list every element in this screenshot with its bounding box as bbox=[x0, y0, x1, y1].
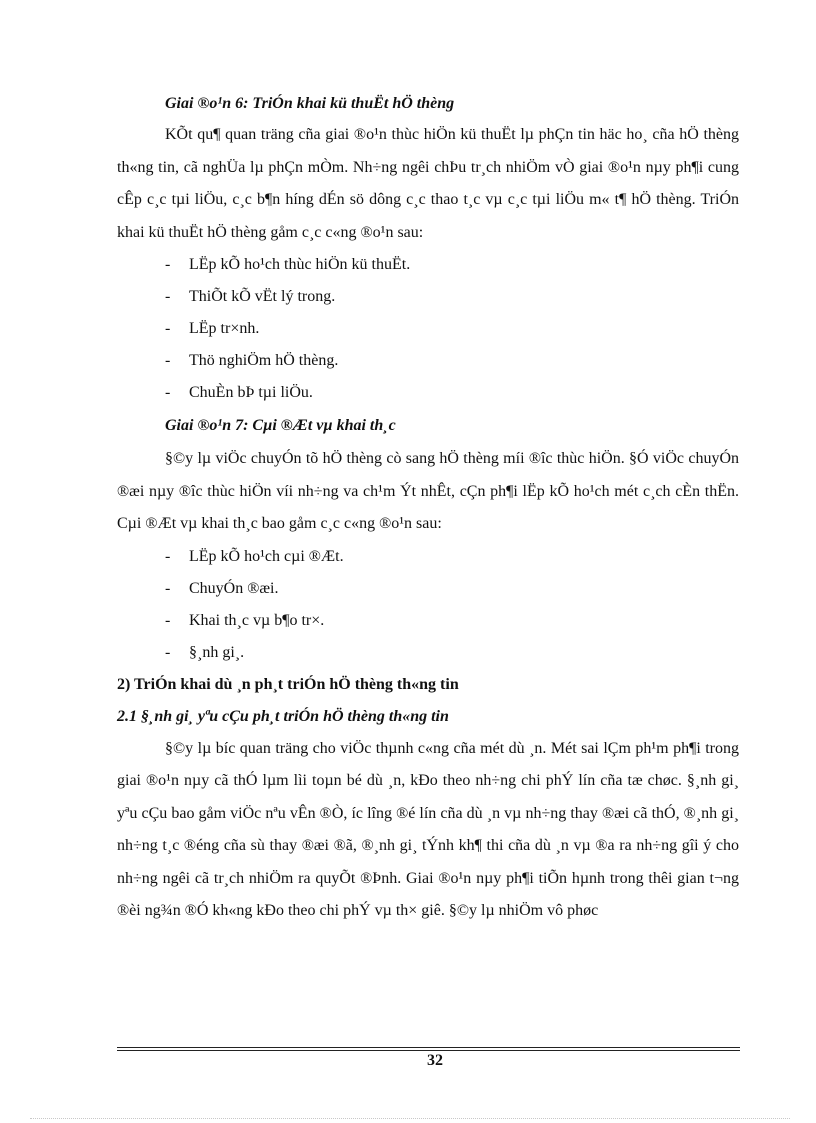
phase-6-paragraph: KÕt qu¶ quan träng cña giai ®o¹n thùc hiÖn kü thuËt lµ phÇn tin häc ho¸ cña hÖ thèng th«ng tin, cã nghÜa lµ phÇn mÒm. Nh÷ng ngêi chÞu tr¸ch nhiÖm vÒ giai ®o¹n nµy ph¶i cung cÊp c¸c tµi liÖu, c¸c b¶n híng dÉn sö dông c¸c thao t¸c vµ c¸c tµi liÖu m« t¶ hÖ thèng. TriÓn khai kü thuËt hÖ thèng gåm c¸c c«ng ®o¹n sau: bbox=[117, 126, 739, 241]
footer-divider bbox=[117, 1047, 740, 1048]
list-item: - ChuyÓn ®æi. bbox=[165, 579, 279, 597]
page-number: 32 bbox=[427, 1052, 443, 1069]
section-2-heading: 2) TriÓn khai dù ¸n ph¸t triÓn hÖ thèng th«ng tin bbox=[117, 675, 459, 693]
section-2-1-heading: 2.1 §¸nh gi¸ yªu cÇu ph¸t triÓn hÖ thèng th«ng tin bbox=[117, 707, 449, 725]
list-item: - ChuÈn bÞ tµi liÖu. bbox=[165, 384, 313, 401]
list-item: - ThiÕt kÕ vËt lý trong. bbox=[165, 288, 336, 305]
list-item: - LËp tr×nh. bbox=[165, 320, 260, 337]
phase-7-steps-list bbox=[117, 541, 739, 669]
list-item: - Khai th¸c vµ b¶o tr×. bbox=[165, 611, 325, 629]
list-item: - Thö nghiÖm hÖ thèng. bbox=[165, 352, 339, 369]
list-item: - §¸nh gi¸. bbox=[165, 643, 245, 661]
list-item: - LËp kÕ ho¹ch cµi ®Æt. bbox=[165, 547, 344, 565]
page-content bbox=[117, 92, 739, 928]
page-edge-divider bbox=[30, 1118, 790, 1119]
section-2-1-paragraph: §©y lµ bíc quan träng cho viÖc thµnh c«ng cña mét dù ¸n. Mét sai lÇm ph¹m ph¶i trong giai ®o¹n nµy cã thÓ lµm lìi toµn bé dù ¸n, kÐo theo nh÷ng chi phÝ lín cña tæ chøc. §¸nh gi¸ yªu cÇu bao gåm viÖc nªu vÊn ®Ò, íc lîng ®é lín cña dù ¸n vµ nh÷ng thay ®æi cã thÓ, ®¸nh gi¸ nh÷ng t¸c ®éng cña sù thay ®æi ®ã, ®¸nh gi¸ tÝnh kh¶ thi cña dù ¸n vµ ®a ra nh÷ng gîi ý cho nh÷ng ngêi cã tr¸ch nhiÖm ra quyÕt ®Þnh. Giai ®o¹n nµy ph¶i tiÕn hµnh trong thêi gian t¬ng ®èi ng¾n ®Ó kh«ng kÐo theo chi phÝ vµ th× giê. §©y lµ nhiÖm vô phøc bbox=[117, 739, 739, 919]
phase-7-paragraph: §©y lµ viÖc chuyÓn tõ hÖ thèng cò sang hÖ thèng míi ®îc thùc hiÖn. §Ó viÖc chuyÓn ®æi nµy ®îc thùc hiÖn víi nh÷ng va ch¹m Ýt nhÊt, cÇn ph¶i lËp kÕ ho¹ch mét c¸ch cÈn thËn. Cµi ®Æt vµ khai th¸c bao gåm c¸c c«ng ®o¹n sau: bbox=[117, 450, 739, 532]
phase-6-heading: Giai ®o¹n 6: TriÓn khai kü thuËt hÖ thèng bbox=[165, 95, 455, 112]
phase-7-heading: Giai ®o¹n 7: Cµi ®Æt vµ khai th¸c bbox=[165, 417, 396, 434]
footer-divider bbox=[117, 1050, 740, 1051]
phase-6-steps-list bbox=[117, 249, 739, 409]
list-item: - LËp kÕ ho¹ch thùc hiÖn kü thuËt. bbox=[165, 256, 411, 273]
